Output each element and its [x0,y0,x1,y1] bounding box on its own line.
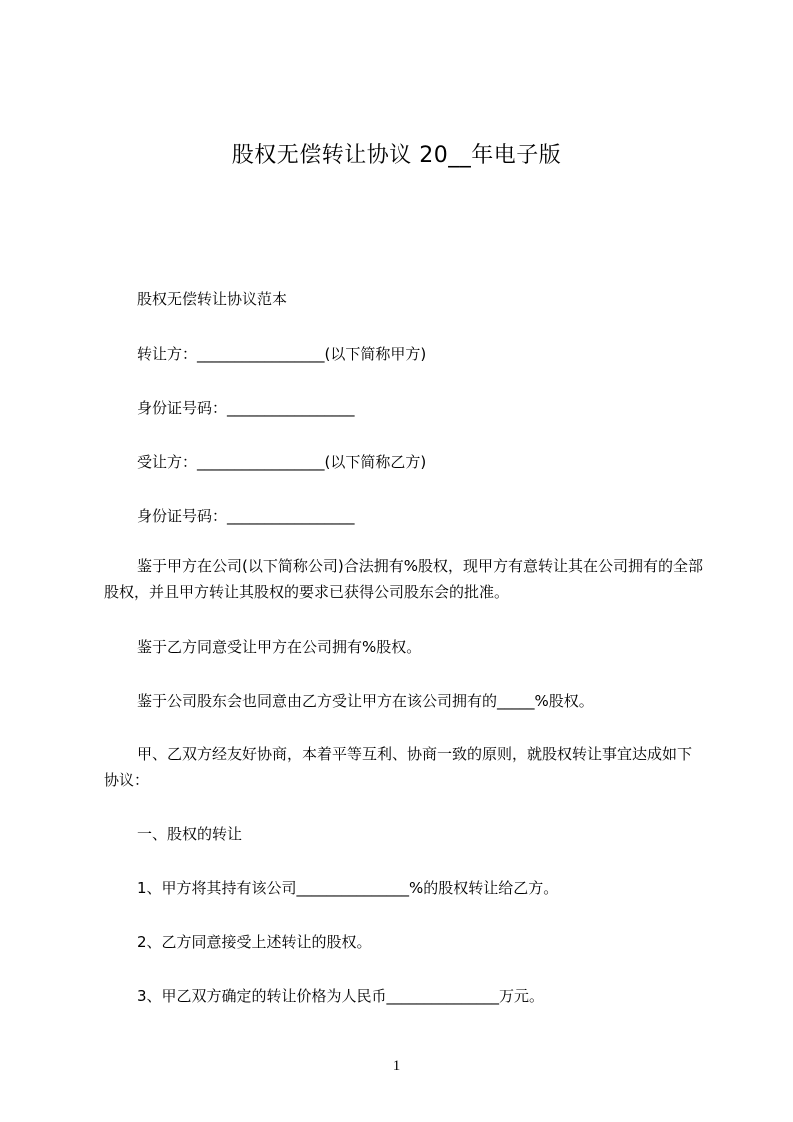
page-number: 1 [392,1058,401,1074]
paragraph-recital-3: 鉴于公司股东会也同意由乙方受让甲方在该公司拥有的_____%股权。 [137,692,594,710]
section-heading-transfer: 一、股权的转让 [137,825,243,843]
paragraph-recital-2: 鉴于乙方同意受让甲方在公司拥有%股权。 [137,638,422,656]
clause-2: 2、乙方同意接受上述转让的股权。 [137,933,372,951]
paragraph-transferee: 受让方：_________________(以下简称乙方) [137,453,427,471]
paragraph-agreement-intro: 甲、乙双方经友好协商，本着平等互利、协商一致的原则，就股权转让事宜达成如下协议： [104,745,693,789]
paragraph-transferor: 转让方：_________________(以下简称甲方) [137,345,427,363]
paragraph-template-name: 股权无偿转让协议范本 [137,290,288,308]
paragraph-transferee-id: 身份证号码：_________________ [137,507,355,525]
clause-3: 3、甲乙双方确定的转让价格为人民币_______________万元。 [137,987,545,1005]
document-title: 股权无偿转让协议 20__年电子版 [231,143,562,168]
paragraph-transferor-id: 身份证号码：_________________ [137,399,355,417]
clause-1: 1、甲方将其持有该公司_______________%的股权转让给乙方。 [137,879,559,897]
paragraph-recital-1: 鉴于甲方在公司(以下简称公司)合法拥有%股权，现甲方有意转让其在公司拥有的全部股权，并且甲方转让其股权的要求已获得公司股东会的批准。 [104,557,703,601]
